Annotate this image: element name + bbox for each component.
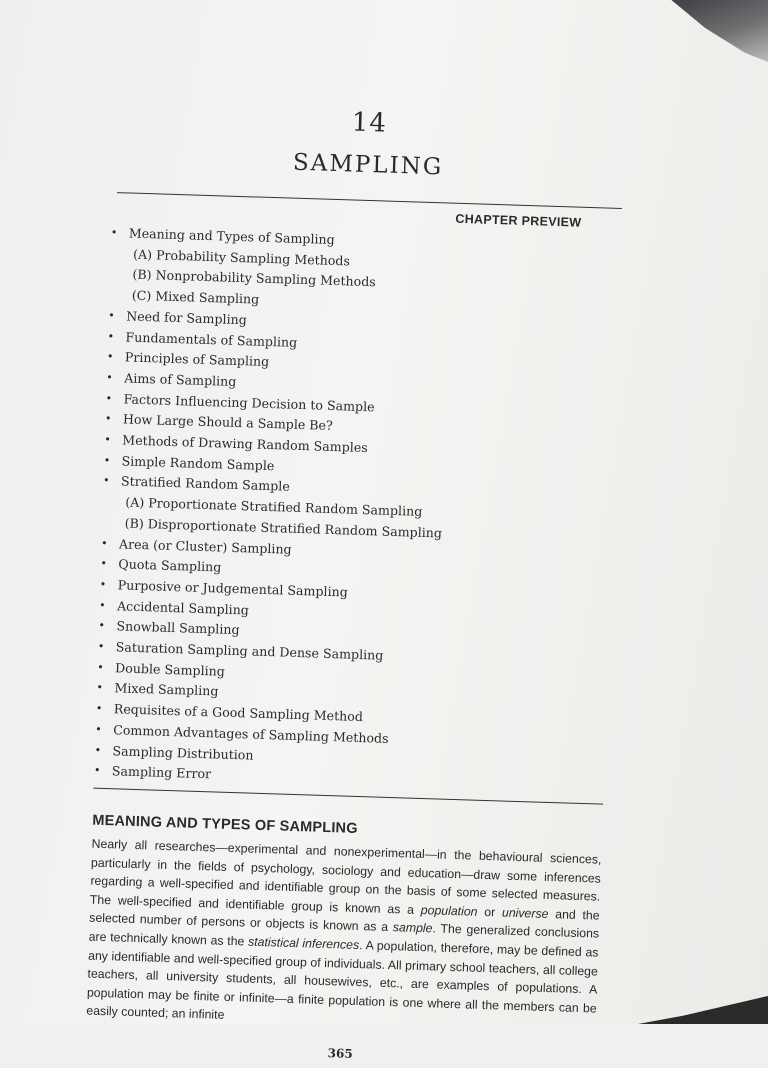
preview-item: • Double Sampling [115,658,607,694]
background-shadow [638,996,768,1024]
term-universe: universe [501,905,549,921]
preview-item: • Area (or Cluster) Sampling [119,534,611,570]
term-sample: sample [392,920,433,936]
preview-item: • Need for Sampling [126,306,618,342]
term-population: population [420,902,478,919]
preview-item: • Purposive or Judgemental Sampling [117,575,609,611]
chapter-preview-list [94,223,621,798]
preview-subitem: (C) Mixed Sampling [131,287,260,307]
preview-item: • Aims of Sampling [124,368,616,404]
preview-subitem: (B) Nonprobability Sampling Methods [132,267,377,290]
page-number: 365 [327,1046,353,1061]
chapter-number: 14 [351,107,388,139]
paragraph-text: Nearly all researches—experimental and nonexperimental—in the behavioural sciences, particularly in the fields of psychology, sociology and education—draw some inferences regarding a well-specified and identifiable group on the basis of some selected measures. The well-specified and identifiable group is known as a [89,836,602,917]
preview-item: • Meaning and Types of Sampling [128,224,620,260]
paragraph-text: and the selected number of persons or objects is known as a [89,906,600,935]
preview-subitem: (A) Proportionate Stratified Random Sampling [125,494,423,519]
preview-item: • Accidental Sampling [117,596,609,632]
preview-item: • Principles of Sampling [125,348,617,384]
preview-subitem: (A) Probability Sampling Methods [132,246,351,269]
preview-item: • Snowball Sampling [116,617,608,653]
paragraph-text: . A population, therefore, may be defined as any identifiable and well-specified group of individuals. All primary school teachers, all college teachers, all university students, all housewives, etc., are examples of populations. A population may be finite or infinite—a finite population is one where all the members can be easily counted; an infinite [86,938,599,1023]
preview-item: • Sampling Error [112,762,604,798]
preview-item: • Requisites of a Good Sampling Method [114,699,606,735]
preview-item: • Mixed Sampling [114,679,606,715]
preview-item: • Simple Random Sample [121,451,613,487]
chapter-preview-title: CHAPTER PREVIEW [455,211,582,230]
chapter-title: SAMPLING [292,149,444,181]
section-heading: MEANING AND TYPES OF SAMPLING [92,812,358,837]
preview-item: • Sampling Distribution [112,741,604,777]
preview-item: • Quota Sampling [118,555,610,591]
paragraph-text: or [477,904,503,920]
term-statistical-inferences: statistical inferences [247,934,360,953]
paragraph-text: . The generalized conclusions are technically known as the [88,921,600,949]
page-content [85,100,625,1068]
preview-item: • Factors Influencing Decision to Sample [123,389,615,425]
preview-item: • Saturation Sampling and Dense Sampling [115,637,607,673]
preview-item: • How Large Should a Sample Be? [123,410,615,446]
preview-item: • Methods of Drawing Random Samples [122,430,614,466]
preview-subitem: (B) Disproportionate Stratified Random Sampling [124,515,443,541]
preview-item: • Common Advantages of Sampling Methods [113,720,605,756]
preview-item: • Fundamentals of Sampling [125,327,617,363]
preview-item: • Stratified Random Sample [121,472,613,508]
section-paragraph [86,835,602,1037]
background-object [663,0,768,62]
